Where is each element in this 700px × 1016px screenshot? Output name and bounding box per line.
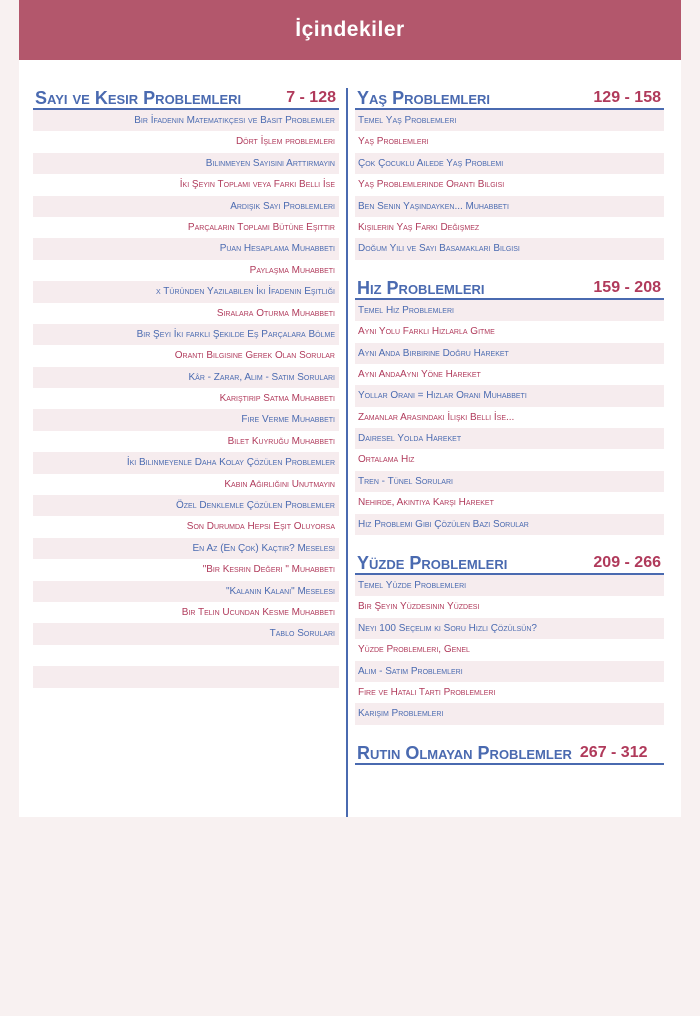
toc-item[interactable]: Bir Şeyi İki farklı Şekilde Eş Parçalara Bölme: [33, 324, 339, 345]
section-spacer: [355, 725, 664, 742]
toc-item[interactable]: Kişilerin Yaş Farkı Değişmez: [355, 217, 664, 238]
toc-item[interactable]: Temel Yaş Problemleri: [355, 110, 664, 131]
toc-item[interactable]: Özel Denklemle Çözülen Problemler: [33, 495, 339, 516]
toc-item[interactable]: Paylaşma Muhabbeti: [33, 260, 339, 281]
toc-item[interactable]: İki Bilinmeyenle Daha Kolay Çözülen Problemler: [33, 452, 339, 473]
section-title: Hız Problemleri: [357, 277, 485, 298]
toc-item[interactable]: İki Şeyin Toplamı veya Farkı Belli İse: [33, 174, 339, 195]
toc-item[interactable]: Aynı Yolu Farklı Hızlarla Gitme: [355, 321, 664, 342]
section-title: Sayı ve Kesir Problemleri: [35, 88, 242, 108]
toc-item[interactable]: Neyi 100 Seçelim ki Soru Hızlı Çözülsün?: [355, 618, 664, 639]
section-heading-sayi[interactable]: [33, 87, 339, 110]
toc-item[interactable]: Kâr - Zarar, Alım - Satım Soruları: [33, 367, 339, 388]
toc-item[interactable]: Ben Senin Yaşındayken... Muhabbeti: [355, 196, 664, 217]
section-title: Yüzde Problemleri: [357, 553, 508, 574]
toc-item[interactable]: Zamanlar Arasındaki İlişki Belli İse...: [355, 407, 664, 428]
toc-item[interactable]: x Türünden Yazılabilen İki İfadenin Eşitliği: [33, 281, 339, 302]
toc-item[interactable]: Temel Hız Problemleri: [355, 300, 664, 321]
page-range: 159 - 208: [593, 278, 661, 296]
toc-item[interactable]: Karıştırıp Satma Muhabbeti: [33, 388, 339, 409]
left-column: [33, 87, 339, 688]
toc-item[interactable]: Alım - Satım Problemleri: [355, 661, 664, 682]
column-divider: [346, 88, 348, 817]
toc-empty-row: [33, 666, 339, 687]
toc-item[interactable]: Bir Şeyin Yüzdesinin Yüzdesi: [355, 596, 664, 617]
toc-item[interactable]: Nehirde, Akıntıya Karşı Hareket: [355, 492, 664, 513]
toc-item[interactable]: Dairesel Yolda Hareket: [355, 428, 664, 449]
toc-item[interactable]: Puan Hesaplama Muhabbeti: [33, 238, 339, 259]
toc-item[interactable]: Hız Problemi Gibi Çözülen Bazı Sorular: [355, 514, 664, 535]
page-range: 209 - 266: [593, 554, 661, 572]
page-range: 7 - 128: [286, 89, 336, 106]
toc-item[interactable]: Dört İşlem problemleri: [33, 131, 339, 152]
section-title: Yaş Problemleri: [357, 88, 491, 108]
section-heading-rutin[interactable]: [355, 742, 664, 765]
toc-item[interactable]: Tren - Tünel Soruları: [355, 471, 664, 492]
page-range: 129 - 158: [593, 89, 661, 106]
toc-item[interactable]: Doğum Yılı ve Sayı Basamakları Bilgisi: [355, 238, 664, 259]
toc-item[interactable]: Bilinmeyen Sayısını Arttırmayın: [33, 153, 339, 174]
toc-list-hiz: [355, 300, 664, 535]
toc-list-sayi: [33, 110, 339, 688]
toc-item[interactable]: Ortalama Hız: [355, 449, 664, 470]
toc-item[interactable]: En Az (En Çok) Kaçtır? Meselesi: [33, 538, 339, 559]
section-spacer: [355, 535, 664, 552]
toc-item[interactable]: Son Durumda Hepsi Eşit Oluyorsa: [33, 516, 339, 537]
toc-item[interactable]: Bilet Kuyruğu Muhabbeti: [33, 431, 339, 452]
toc-item[interactable]: Yaş Problemlerinde Orantı Bilgisi: [355, 174, 664, 195]
toc-item[interactable]: Parçaların Toplamı Bütüne Eşittir: [33, 217, 339, 238]
section-heading-yuzde[interactable]: [355, 552, 664, 575]
toc-item[interactable]: Çok Çocuklu Ailede Yaş Problemi: [355, 153, 664, 174]
toc-item[interactable]: Fire Verme Muhabbeti: [33, 409, 339, 430]
section-title: Rutin Olmayan Problemler: [357, 742, 572, 763]
toc-item[interactable]: Sıralara Oturma Muhabbeti: [33, 303, 339, 324]
toc-list-yas: [355, 110, 664, 260]
toc-item[interactable]: Aynı AndaAynı Yöne Hareket: [355, 364, 664, 385]
section-heading-hiz[interactable]: [355, 277, 664, 300]
toc-item[interactable]: Fire ve Hatalı Tartı Problemleri: [355, 682, 664, 703]
toc-item[interactable]: Aynı Anda Birbirine Doğru Hareket: [355, 343, 664, 364]
toc-item[interactable]: Yüzde Problemleri, Genel: [355, 639, 664, 660]
toc-item[interactable]: Bir Telin Ucundan Kesme Muhabbeti: [33, 602, 339, 623]
toc-list-yuzde: [355, 575, 664, 725]
right-column: [355, 87, 664, 765]
toc-item[interactable]: Yollar Oranı = Hızlar Oranı Muhabbeti: [355, 385, 664, 406]
toc-item[interactable]: Yaş Problemleri: [355, 131, 664, 152]
toc-item[interactable]: Ardışık Sayı Problemleri: [33, 196, 339, 217]
toc-item[interactable]: Temel Yüzde Problemleri: [355, 575, 664, 596]
page-range: 267 - 312: [579, 743, 648, 761]
page-title: İçindekiler: [295, 18, 405, 41]
toc-item[interactable]: Orantı Bilgisine Gerek Olan Sorular: [33, 345, 339, 366]
toc-item[interactable]: "Bir Kesrin Değeri " Muhabbeti: [33, 559, 339, 580]
section-heading-yas[interactable]: [355, 87, 664, 110]
toc-item[interactable]: Kabın Ağırlığını Unutmayın: [33, 474, 339, 495]
toc-empty-row: [33, 645, 339, 666]
toc-item[interactable]: Tablo Soruları: [33, 623, 339, 644]
section-spacer: [355, 260, 664, 277]
toc-item[interactable]: "Kalanın Kalanı" Meselesi: [33, 581, 339, 602]
header-banner: [19, 0, 681, 60]
toc-item[interactable]: Bir İfadenin Matematikçesi ve Basit Problemler: [33, 110, 339, 131]
toc-item[interactable]: Karışım Problemleri: [355, 703, 664, 724]
